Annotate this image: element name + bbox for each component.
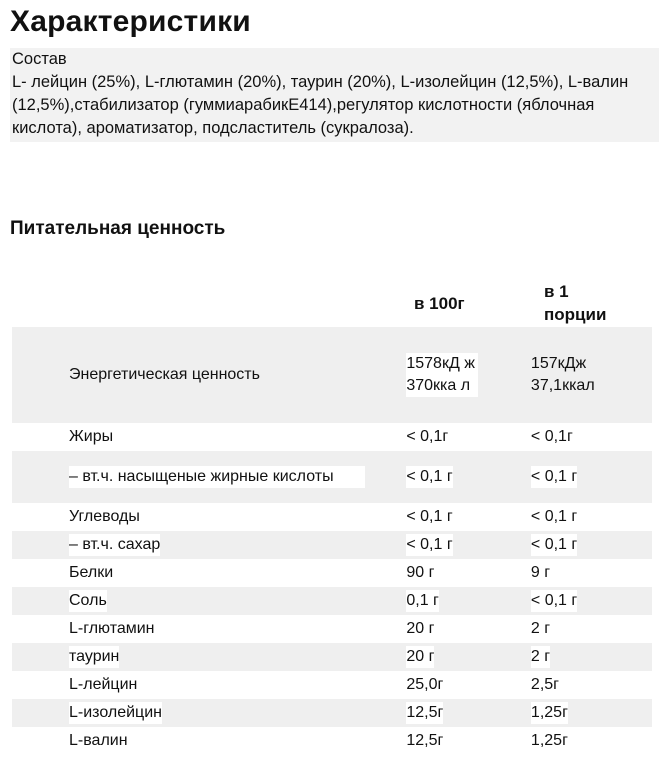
- page-title: Характеристики: [10, 5, 251, 38]
- value-per-100g: 25,0г: [404, 671, 527, 699]
- table-row: [12, 503, 652, 531]
- value-per-portion: < 0,1 г: [527, 451, 652, 503]
- value-per-100g: < 0,1 г: [404, 451, 527, 503]
- value-per-100g: 90 г: [404, 559, 527, 587]
- value-per-100g: < 0,1 г: [404, 503, 527, 531]
- table-row: [12, 559, 652, 587]
- value-per-100g: 20 г: [404, 615, 527, 643]
- nutrient-name: L-валин: [12, 727, 404, 755]
- value-per-100g: 12,5г: [404, 699, 527, 727]
- value-per-100g: 0,1 г: [404, 587, 527, 615]
- value-per-100g: 12,5г: [404, 727, 527, 755]
- nutrient-name: L-изолейцин: [12, 699, 404, 727]
- nutrient-name: таурин: [12, 643, 404, 671]
- nutrition-table: [12, 327, 652, 755]
- nutrient-name: Соль: [12, 587, 404, 615]
- nutrient-name: Жиры: [12, 423, 404, 451]
- nutrient-name: – вт.ч. сахар: [12, 531, 404, 559]
- table-row: [12, 587, 652, 615]
- table-row: [12, 727, 652, 755]
- table-row: [12, 451, 652, 503]
- nutrient-name: L-лейцин: [12, 671, 404, 699]
- nutrient-name: L-глютамин: [12, 615, 404, 643]
- value-per-100g: < 0,1г: [404, 423, 527, 451]
- table-row: [12, 327, 652, 423]
- nutrient-name: Белки: [12, 559, 404, 587]
- composition-block: [10, 48, 659, 142]
- value-per-portion: 9 г: [527, 559, 652, 587]
- nutrient-name: Углеводы: [12, 503, 404, 531]
- value-per-100g: 20 г: [404, 643, 527, 671]
- value-per-portion: < 0,1 г: [527, 531, 652, 559]
- value-per-portion: < 0,1 г: [527, 503, 652, 531]
- value-per-portion: 157кДж 37,1ккал: [530, 355, 595, 394]
- value-per-portion: 2 г: [527, 615, 652, 643]
- nutrient-name: – вт.ч. насыщеные жирные кислоты: [12, 451, 404, 503]
- value-per-100g: 1578кД ж 370кка л: [404, 327, 527, 423]
- composition-label: Состав: [12, 50, 67, 68]
- composition-text: L- лейцин (25%), L-глютамин (20%), таурин (20%), L-изолейцин (12,5%), L-валин (12,5%),стабилизатор (гуммиарабикЕ414),регулятор кислотности (яблочная кислота), ароматизатор, подсластитель (сукралоза).: [12, 73, 629, 137]
- nutrition-title: Питательная ценность: [10, 218, 226, 239]
- value-per-portion: 2,5г: [527, 671, 652, 699]
- table-row: [12, 643, 652, 671]
- value-per-portion: 2 г: [527, 643, 652, 671]
- column-header-per-100g: в 100г: [414, 294, 465, 313]
- value-per-portion: < 0,1г: [527, 423, 652, 451]
- value-per-portion: 1,25г: [527, 727, 652, 755]
- value-per-portion: 1,25г: [527, 699, 652, 727]
- nutrient-name: Энергетическая ценность: [69, 366, 260, 383]
- table-row: [12, 423, 652, 451]
- table-row: [12, 671, 652, 699]
- table-row: [12, 531, 652, 559]
- value-per-portion: < 0,1 г: [527, 587, 652, 615]
- table-row: [12, 615, 652, 643]
- value-per-100g: < 0,1 г: [404, 531, 527, 559]
- table-row: [12, 699, 652, 727]
- column-header-per-portion: в 1 порции: [544, 282, 607, 324]
